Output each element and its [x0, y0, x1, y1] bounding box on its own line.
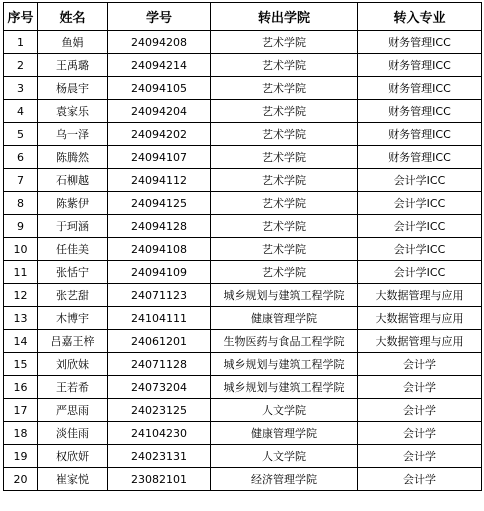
header-student-id: 学号: [108, 3, 211, 31]
table-row: [4, 123, 482, 146]
header-index: 序号: [4, 3, 38, 31]
cell-index: 14: [4, 330, 38, 353]
cell-student-id: 24094208: [108, 31, 211, 54]
cell-target-major: 会计学ICC: [358, 169, 482, 192]
cell-origin-college: 艺术学院: [211, 31, 358, 54]
table-row: [4, 284, 482, 307]
cell-student-id: 24094109: [108, 261, 211, 284]
cell-target-major: 财务管理ICC: [358, 54, 482, 77]
cell-target-major: 会计学: [358, 422, 482, 445]
header-target-major: 转入专业: [358, 3, 482, 31]
table-row: [4, 376, 482, 399]
cell-student-id: 24104230: [108, 422, 211, 445]
cell-index: 17: [4, 399, 38, 422]
cell-student-id: 24094204: [108, 100, 211, 123]
cell-name: 权欣妍: [38, 445, 108, 468]
cell-name: 袁家乐: [38, 100, 108, 123]
cell-name: 乌一泽: [38, 123, 108, 146]
table-row: [4, 77, 482, 100]
cell-target-major: 会计学ICC: [358, 261, 482, 284]
table-row: [4, 54, 482, 77]
cell-index: 15: [4, 353, 38, 376]
cell-index: 3: [4, 77, 38, 100]
cell-origin-college: 城乡规划与建筑工程学院: [211, 376, 358, 399]
table-row: [4, 146, 482, 169]
cell-student-id: 24104111: [108, 307, 211, 330]
cell-student-id: 24073204: [108, 376, 211, 399]
table-row: [4, 192, 482, 215]
table-row: [4, 445, 482, 468]
cell-index: 11: [4, 261, 38, 284]
cell-origin-college: 艺术学院: [211, 169, 358, 192]
cell-origin-college: 经济管理学院: [211, 468, 358, 491]
cell-target-major: 大数据管理与应用: [358, 284, 482, 307]
cell-student-id: 24094105: [108, 77, 211, 100]
table-row: [4, 399, 482, 422]
cell-origin-college: 艺术学院: [211, 192, 358, 215]
cell-origin-college: 艺术学院: [211, 100, 358, 123]
cell-target-major: 会计学: [358, 445, 482, 468]
cell-student-id: 24094128: [108, 215, 211, 238]
cell-student-id: 24061201: [108, 330, 211, 353]
cell-target-major: 大数据管理与应用: [358, 307, 482, 330]
cell-name: 崔家悦: [38, 468, 108, 491]
table-row: [4, 307, 482, 330]
cell-target-major: 会计学: [358, 376, 482, 399]
cell-origin-college: 城乡规划与建筑工程学院: [211, 284, 358, 307]
table-row: [4, 261, 482, 284]
cell-index: 2: [4, 54, 38, 77]
cell-student-id: 24094112: [108, 169, 211, 192]
cell-index: 1: [4, 31, 38, 54]
cell-target-major: 财务管理ICC: [358, 31, 482, 54]
cell-index: 13: [4, 307, 38, 330]
cell-origin-college: 艺术学院: [211, 123, 358, 146]
header-name: 姓名: [38, 3, 108, 31]
cell-origin-college: 艺术学院: [211, 54, 358, 77]
cell-student-id: 24094125: [108, 192, 211, 215]
cell-origin-college: 生物医药与食品工程学院: [211, 330, 358, 353]
cell-target-major: 会计学ICC: [358, 192, 482, 215]
cell-index: 20: [4, 468, 38, 491]
cell-name: 任佳美: [38, 238, 108, 261]
cell-target-major: 财务管理ICC: [358, 100, 482, 123]
cell-origin-college: 艺术学院: [211, 215, 358, 238]
cell-name: 石柳越: [38, 169, 108, 192]
cell-name: 王禹璐: [38, 54, 108, 77]
cell-index: 18: [4, 422, 38, 445]
cell-name: 于珂涵: [38, 215, 108, 238]
cell-origin-college: 艺术学院: [211, 77, 358, 100]
cell-index: 9: [4, 215, 38, 238]
cell-origin-college: 人文学院: [211, 399, 358, 422]
cell-student-id: 24094107: [108, 146, 211, 169]
header-origin-college: 转出学院: [211, 3, 358, 31]
cell-target-major: 会计学ICC: [358, 238, 482, 261]
cell-name: 刘欣妹: [38, 353, 108, 376]
header-row: [4, 3, 482, 31]
cell-origin-college: 健康管理学院: [211, 422, 358, 445]
cell-index: 8: [4, 192, 38, 215]
cell-index: 5: [4, 123, 38, 146]
cell-target-major: 会计学: [358, 468, 482, 491]
cell-origin-college: 艺术学院: [211, 146, 358, 169]
cell-target-major: 会计学: [358, 399, 482, 422]
cell-index: 6: [4, 146, 38, 169]
cell-name: 陈腾然: [38, 146, 108, 169]
cell-name: 陈紫伊: [38, 192, 108, 215]
table-row: [4, 100, 482, 123]
cell-name: 鱼娟: [38, 31, 108, 54]
table-row: [4, 31, 482, 54]
cell-name: 张恬宁: [38, 261, 108, 284]
cell-target-major: 会计学ICC: [358, 215, 482, 238]
table-row: [4, 215, 482, 238]
cell-index: 7: [4, 169, 38, 192]
table-row: [4, 169, 482, 192]
cell-name: 张艺甜: [38, 284, 108, 307]
cell-name: 杨晨宇: [38, 77, 108, 100]
cell-index: 16: [4, 376, 38, 399]
cell-origin-college: 艺术学院: [211, 261, 358, 284]
cell-name: 吕嘉王梓: [38, 330, 108, 353]
cell-name: 严思雨: [38, 399, 108, 422]
cell-student-id: 24094214: [108, 54, 211, 77]
table-header: [4, 3, 482, 31]
cell-target-major: 财务管理ICC: [358, 77, 482, 100]
cell-target-major: 会计学: [358, 353, 482, 376]
cell-origin-college: 艺术学院: [211, 238, 358, 261]
table-row: [4, 422, 482, 445]
cell-index: 4: [4, 100, 38, 123]
cell-student-id: 24071123: [108, 284, 211, 307]
cell-origin-college: 人文学院: [211, 445, 358, 468]
cell-name: 王若希: [38, 376, 108, 399]
cell-index: 10: [4, 238, 38, 261]
transfer-student-table: [3, 2, 482, 491]
cell-student-id: 24023125: [108, 399, 211, 422]
cell-index: 12: [4, 284, 38, 307]
cell-target-major: 大数据管理与应用: [358, 330, 482, 353]
table-row: [4, 238, 482, 261]
cell-student-id: 23082101: [108, 468, 211, 491]
cell-index: 19: [4, 445, 38, 468]
cell-target-major: 财务管理ICC: [358, 146, 482, 169]
table-row: [4, 330, 482, 353]
cell-student-id: 24023131: [108, 445, 211, 468]
cell-origin-college: 健康管理学院: [211, 307, 358, 330]
cell-origin-college: 城乡规划与建筑工程学院: [211, 353, 358, 376]
table-row: [4, 353, 482, 376]
cell-target-major: 财务管理ICC: [358, 123, 482, 146]
cell-name: 木博宇: [38, 307, 108, 330]
cell-student-id: 24094108: [108, 238, 211, 261]
cell-student-id: 24094202: [108, 123, 211, 146]
table-row: [4, 468, 482, 491]
table-body: [4, 31, 482, 491]
cell-student-id: 24071128: [108, 353, 211, 376]
cell-name: 淡佳雨: [38, 422, 108, 445]
